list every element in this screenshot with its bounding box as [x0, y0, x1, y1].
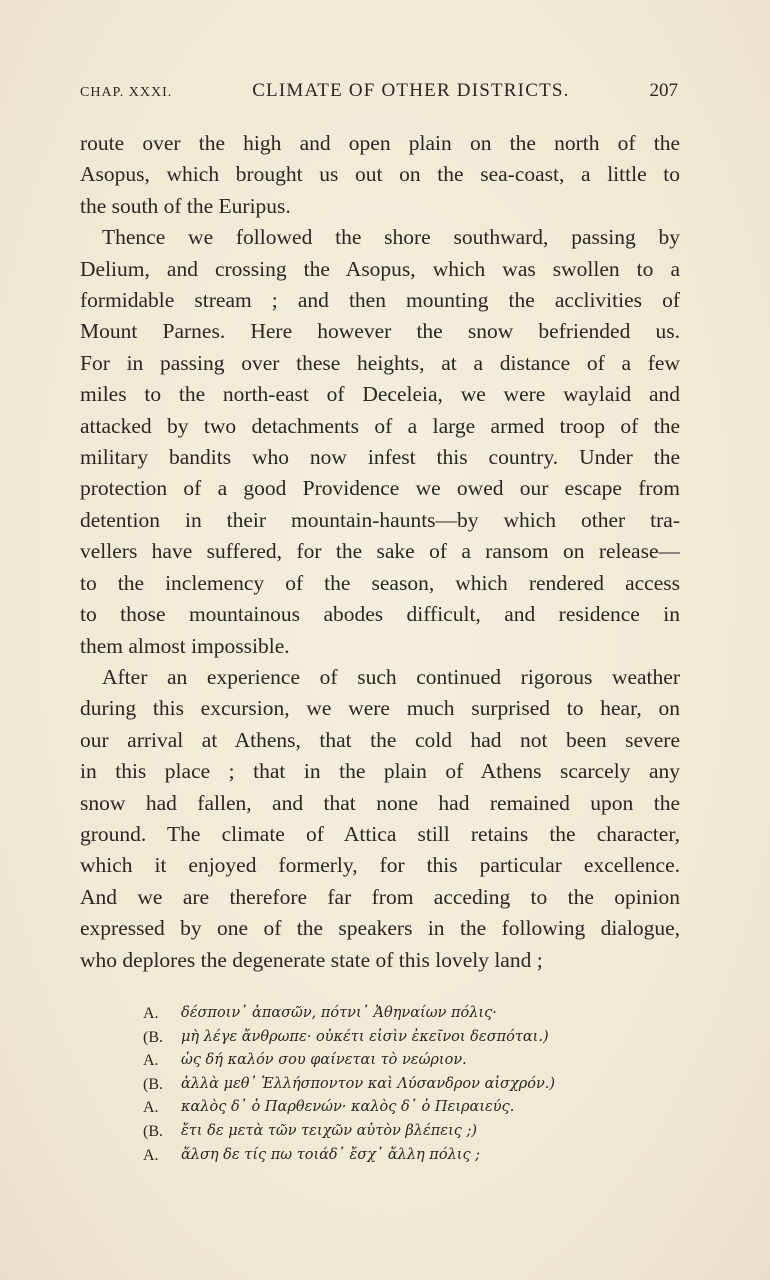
text-line: route over the high and open plain on the north of the: [80, 131, 680, 155]
text-line: ground. The climate of Attica still retains the character,: [80, 821, 680, 846]
text-line: which it enjoyed formerly, for this particular excellence.: [80, 853, 680, 878]
dialogue-line: [143, 1073, 683, 1097]
paragraph: [80, 222, 680, 662]
paragraph: [80, 128, 680, 222]
running-title: CLIMATE OF OTHER DISTRICTS.: [252, 80, 570, 101]
greek-verse: ἄλση δε τίς πω τοιάδ᾽ ἔσχ᾽ ἄλλη πόλις ;: [181, 1146, 481, 1163]
text-line: attacked by two detachments of a large armed troop of the: [80, 413, 680, 438]
text-line: them almost impossible.: [80, 633, 290, 658]
dialogue-line: [143, 1096, 683, 1120]
chapter-label: CHAP. XXXI.: [80, 85, 173, 100]
speaker-label: A.: [143, 1146, 159, 1164]
text-line: who deplores the degenerate state of this lovely land ;: [80, 947, 543, 972]
speaker-label: (B.: [143, 1075, 163, 1093]
text-line: vellers have suffered, for the sake of a ransom on release—: [80, 539, 680, 564]
text-line: in this place ; that in the plain of Athens scarcely any: [80, 759, 680, 784]
speaker-label: A.: [143, 1005, 159, 1022]
text-line: to the inclemency of the season, which rendered access: [80, 570, 680, 595]
text-line: snow had fallen, and that none had remained upon the: [80, 790, 680, 815]
text-line: protection of a good Providence we owed our escape from: [80, 476, 680, 501]
greek-verse: δέσποιν᾽ ἁπασῶν, πότνι᾽ Ἀθηναίων πόλις·: [181, 1005, 497, 1021]
text-line: After an experience of such continued rigorous weather: [102, 664, 680, 689]
text-line: formidable stream ; and then mounting the acclivities of: [80, 288, 680, 313]
text-line: Asopus, which brought us out on the sea-coast, a little to: [80, 162, 680, 187]
dialogue-line: [143, 1120, 683, 1144]
greek-verse: ἔτι δε μετὰ τῶν τειχῶν αὐτὸν βλέπεις ;): [181, 1122, 478, 1139]
text-line: military bandits who now infest this country. Under the: [80, 445, 680, 470]
greek-verse: ὡς δή καλόν σου φαίνεται τὸ νεώριον.: [181, 1052, 467, 1069]
dialogue-line: [143, 1049, 683, 1073]
text-line: the south of the Euripus.: [80, 193, 291, 218]
text-line: during this excursion, we were much surprised to hear, on: [80, 696, 680, 721]
text-line: Thence we followed the shore southward, passing by: [102, 225, 680, 250]
text-line: Mount Parnes. Here however the snow befriended us.: [80, 319, 680, 344]
text-line: Delium, and crossing the Asopus, which was swollen to a: [80, 256, 680, 281]
page-number: 207: [649, 80, 678, 101]
speaker-label: (B.: [143, 1028, 163, 1046]
body-text: [80, 128, 680, 976]
text-line: For in passing over these heights, at a distance of a few: [80, 350, 680, 375]
text-line: to those mountainous abodes difficult, and residence in: [80, 602, 680, 627]
greek-dialogue-quotation: [143, 1002, 683, 1167]
text-line: miles to the north-east of Deceleia, we were waylaid and: [80, 382, 680, 407]
dialogue-line: [143, 1026, 683, 1050]
text-line: detention in their mountain-haunts—by which other tra-: [80, 507, 680, 532]
text-line: expressed by one of the speakers in the following dialogue,: [80, 916, 680, 941]
greek-verse: καλὸς δ᾽ ὁ Παρθενών· καλὸς δ᾽ ὁ Πειραιεύς.: [181, 1099, 515, 1116]
text-line: And we are therefore far from acceding to the opinion: [80, 884, 680, 909]
greek-verse: μὴ λέγε ἄνθρωπε· οὐκέτι εἰσὶν ἐκεῖνοι δεσπόται.): [181, 1028, 549, 1045]
speaker-label: A.: [143, 1052, 159, 1070]
speaker-label: (B.: [143, 1122, 163, 1140]
text-line: our arrival at Athens, that the cold had not been severe: [80, 727, 680, 752]
greek-verse: ἀλλὰ μεθ᾽ Ἑλλήσποντον καὶ Λύσανδρον αἰσχρόν.): [181, 1075, 556, 1092]
running-head: [80, 80, 678, 110]
dialogue-line: [143, 1144, 683, 1168]
dialogue-line: [143, 1002, 683, 1026]
paragraph: [80, 662, 680, 976]
speaker-label: A.: [143, 1099, 159, 1117]
